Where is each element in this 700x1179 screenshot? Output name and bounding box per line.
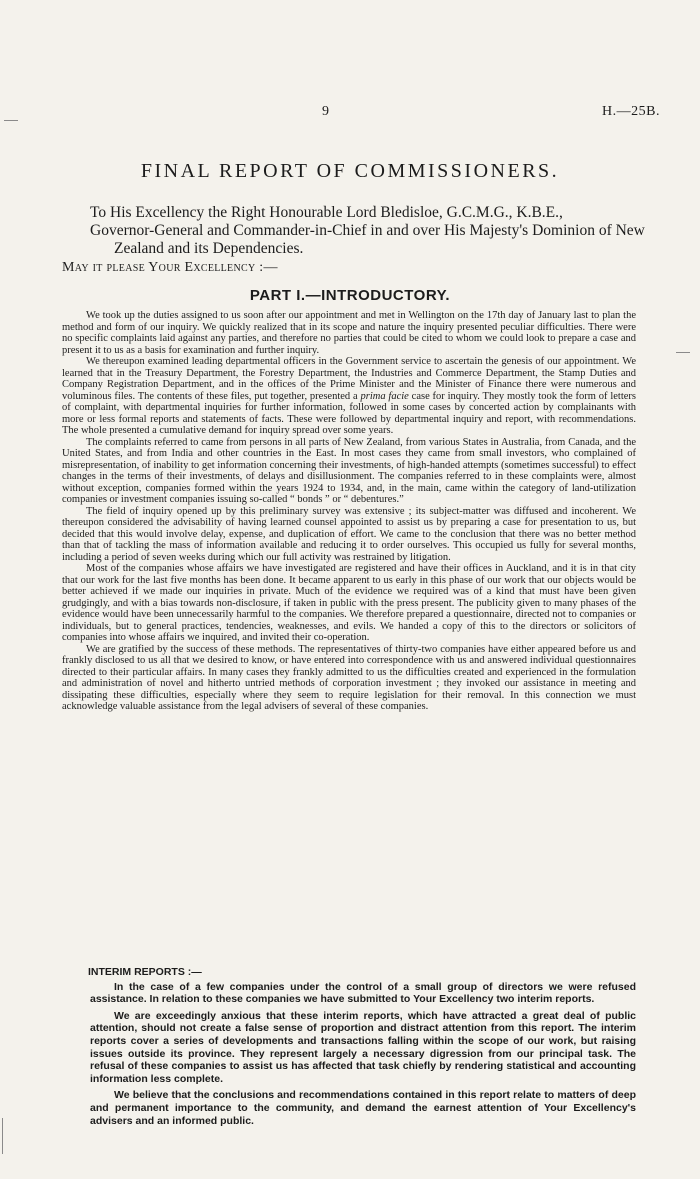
page-number: 9 bbox=[322, 104, 329, 119]
part-heading: PART I.—INTRODUCTORY. bbox=[249, 287, 451, 304]
paragraph-5: Most of the companies whose affairs we have investigated are registered and have their offices in Auckland, and it is in that city that our work for the last five months has been done. It became apparent to us early in this phase of our work that our objects would be better achieved if we made our inquiries in private. Much of the evidence we required was of a kind that must have been given grudgingly, and with a bias towards non-disclosure, if taken in public with the press present. The publicity given to many phases of the evidence would have been unnecessarily harmful to the companies. We therefore prepared a questionnaire, directed not to companies or individuals, but to general practices, tendencies, weaknesses, and evils. We handed a copy of this to the directors or solicitors of companies into whose affairs we inquired, and invited their co-operation. bbox=[62, 563, 636, 643]
report-title: FINAL REPORT OF COMMISSIONERS. bbox=[140, 160, 560, 182]
interim-paragraph-3: We believe that the conclusions and recommendations contained in this report relate to matters of deep and permanent importance to the community, and demand the earnest attention of Your Excellency's advisers and an informed public. bbox=[90, 1089, 636, 1127]
interim-paragraph-1: In the case of a few companies under the control of a small group of directors we were refused assistance. In relation to these companies we have submitted to Your Excellency two interim reports. bbox=[90, 980, 636, 1006]
document-reference: H.—25B. bbox=[602, 104, 660, 119]
salutation: May it please Your Excellency :— bbox=[62, 260, 278, 275]
address-block bbox=[90, 204, 650, 258]
paragraph-2-part-a: We thereupon examined leading departmental officers in the Government service to ascertain the genesis of our appointment. We learned that in the Treasury Department, the Forestry Department, the Industries and Commerce Department, the Stamp Duties and Company Registration Department, and in the offices of the Prime Minister and the Minister of Finance there were numerous and voluminous files. The contents of these files, put together, presented a bbox=[62, 356, 636, 402]
page-header bbox=[0, 104, 700, 126]
scan-mark bbox=[676, 352, 690, 353]
interim-reports-heading: INTERIM REPORTS :— bbox=[88, 966, 202, 978]
paragraph-4: The field of inquiry opened up by this preliminary survey was extensive ; its subject-matter was diffused and incoherent. We thereupon considered the advisability of having learned counsel appointed to assist us by preparing a case for presentation to us, but decided that this would involve delay, expense, and duplication of effort. We came to the conclusion that there was no better method than that of tackling the mass of information available and reducing it to order ourselves. This occupied us fully for several months, including a period of seven weeks during which our full activity was restrained by litigation. bbox=[62, 505, 636, 563]
paragraph-2-italic: prima facie bbox=[360, 390, 409, 402]
address-line-2: Governor-General and Commander-in-Chief in and over His Majesty's Dominion of New Zealand and its Dependencies. bbox=[90, 222, 645, 257]
interim-reports-section bbox=[90, 966, 636, 1131]
paragraph-1: We took up the duties assigned to us soon after our appointment and met in Wellington on the 17th day of January last to plan the method and form of our inquiry. We quickly realized that in its scope and nature the inquiry presented peculiar difficulties. There were no specific complaints laid against any parties, and therefore no parties that could be cited to whom we could look to prepare a case and present it to us as a basis for examination and further inquiry. bbox=[62, 310, 636, 356]
interim-paragraph-2: We are exceedingly anxious that these interim reports, which have attracted a great deal of public attention, should not create a false sense of proportion and distract attention from this report. The interim reports cover a series of developments and transactions falling within the scope of our work, but raising issues outside its province. They represent largely a necessary digression from our principal task. The refusal of these companies to assist us has affected that task chiefly by rendering statistical and accounting information less complete. bbox=[90, 1009, 636, 1085]
address-line-1: To His Excellency the Right Honourable Lord Bledisloe, G.C.M.G., K.B.E., bbox=[90, 204, 563, 221]
paragraph-2-part-b: case for inquiry. They mostly took the form of letters of complaint, with departmental inquiries for further information, followed in some cases by concerted action by complainants with more or less formal reports and statements of facts. These were followed by departmental inquiry and report, with recommendations. The whole presented a cumulative demand for inquiry spread over some years. bbox=[62, 390, 636, 436]
paragraph-6: We are gratified by the success of these methods. The representatives of thirty-two companies have either appeared before us and frankly disclosed to us all that we desired to know, or have entered into correspondence with us and answered individual questionnaires directed to their particular affairs. In many cases they frankly admitted to us the difficulties created and experienced in the formulation and administration of novel and hitherto untried methods of corporation investment ; they invoked our assistance in meeting and dissipating these difficulties, especially where they seem to require legislation for their removal. In this connection we must acknowledge valuable assistance from the legal advisers of several of these companies. bbox=[62, 643, 636, 712]
paragraph-3: The complaints referred to came from persons in all parts of New Zealand, from various States in Australia, from Canada, and the United States, and from India and other countries in the East. In most cases they came from small investors, who complained of misrepresentation, of inability to get information concerning their investments, of high-handed attempts (sometimes successful) to effect changes in the terms of their investments, of delays and disillusionment. The companies referred to in these complaints were, almost without exception, companies formed within the years 1924 to 1934, and, in the main, came within the category of land-utilization companies or investment companies issuing so-called “ bonds ” or “ debentures.” bbox=[62, 436, 636, 505]
scan-mark bbox=[2, 1118, 3, 1154]
paragraph-2 bbox=[62, 356, 636, 437]
introductory-text bbox=[62, 310, 636, 713]
